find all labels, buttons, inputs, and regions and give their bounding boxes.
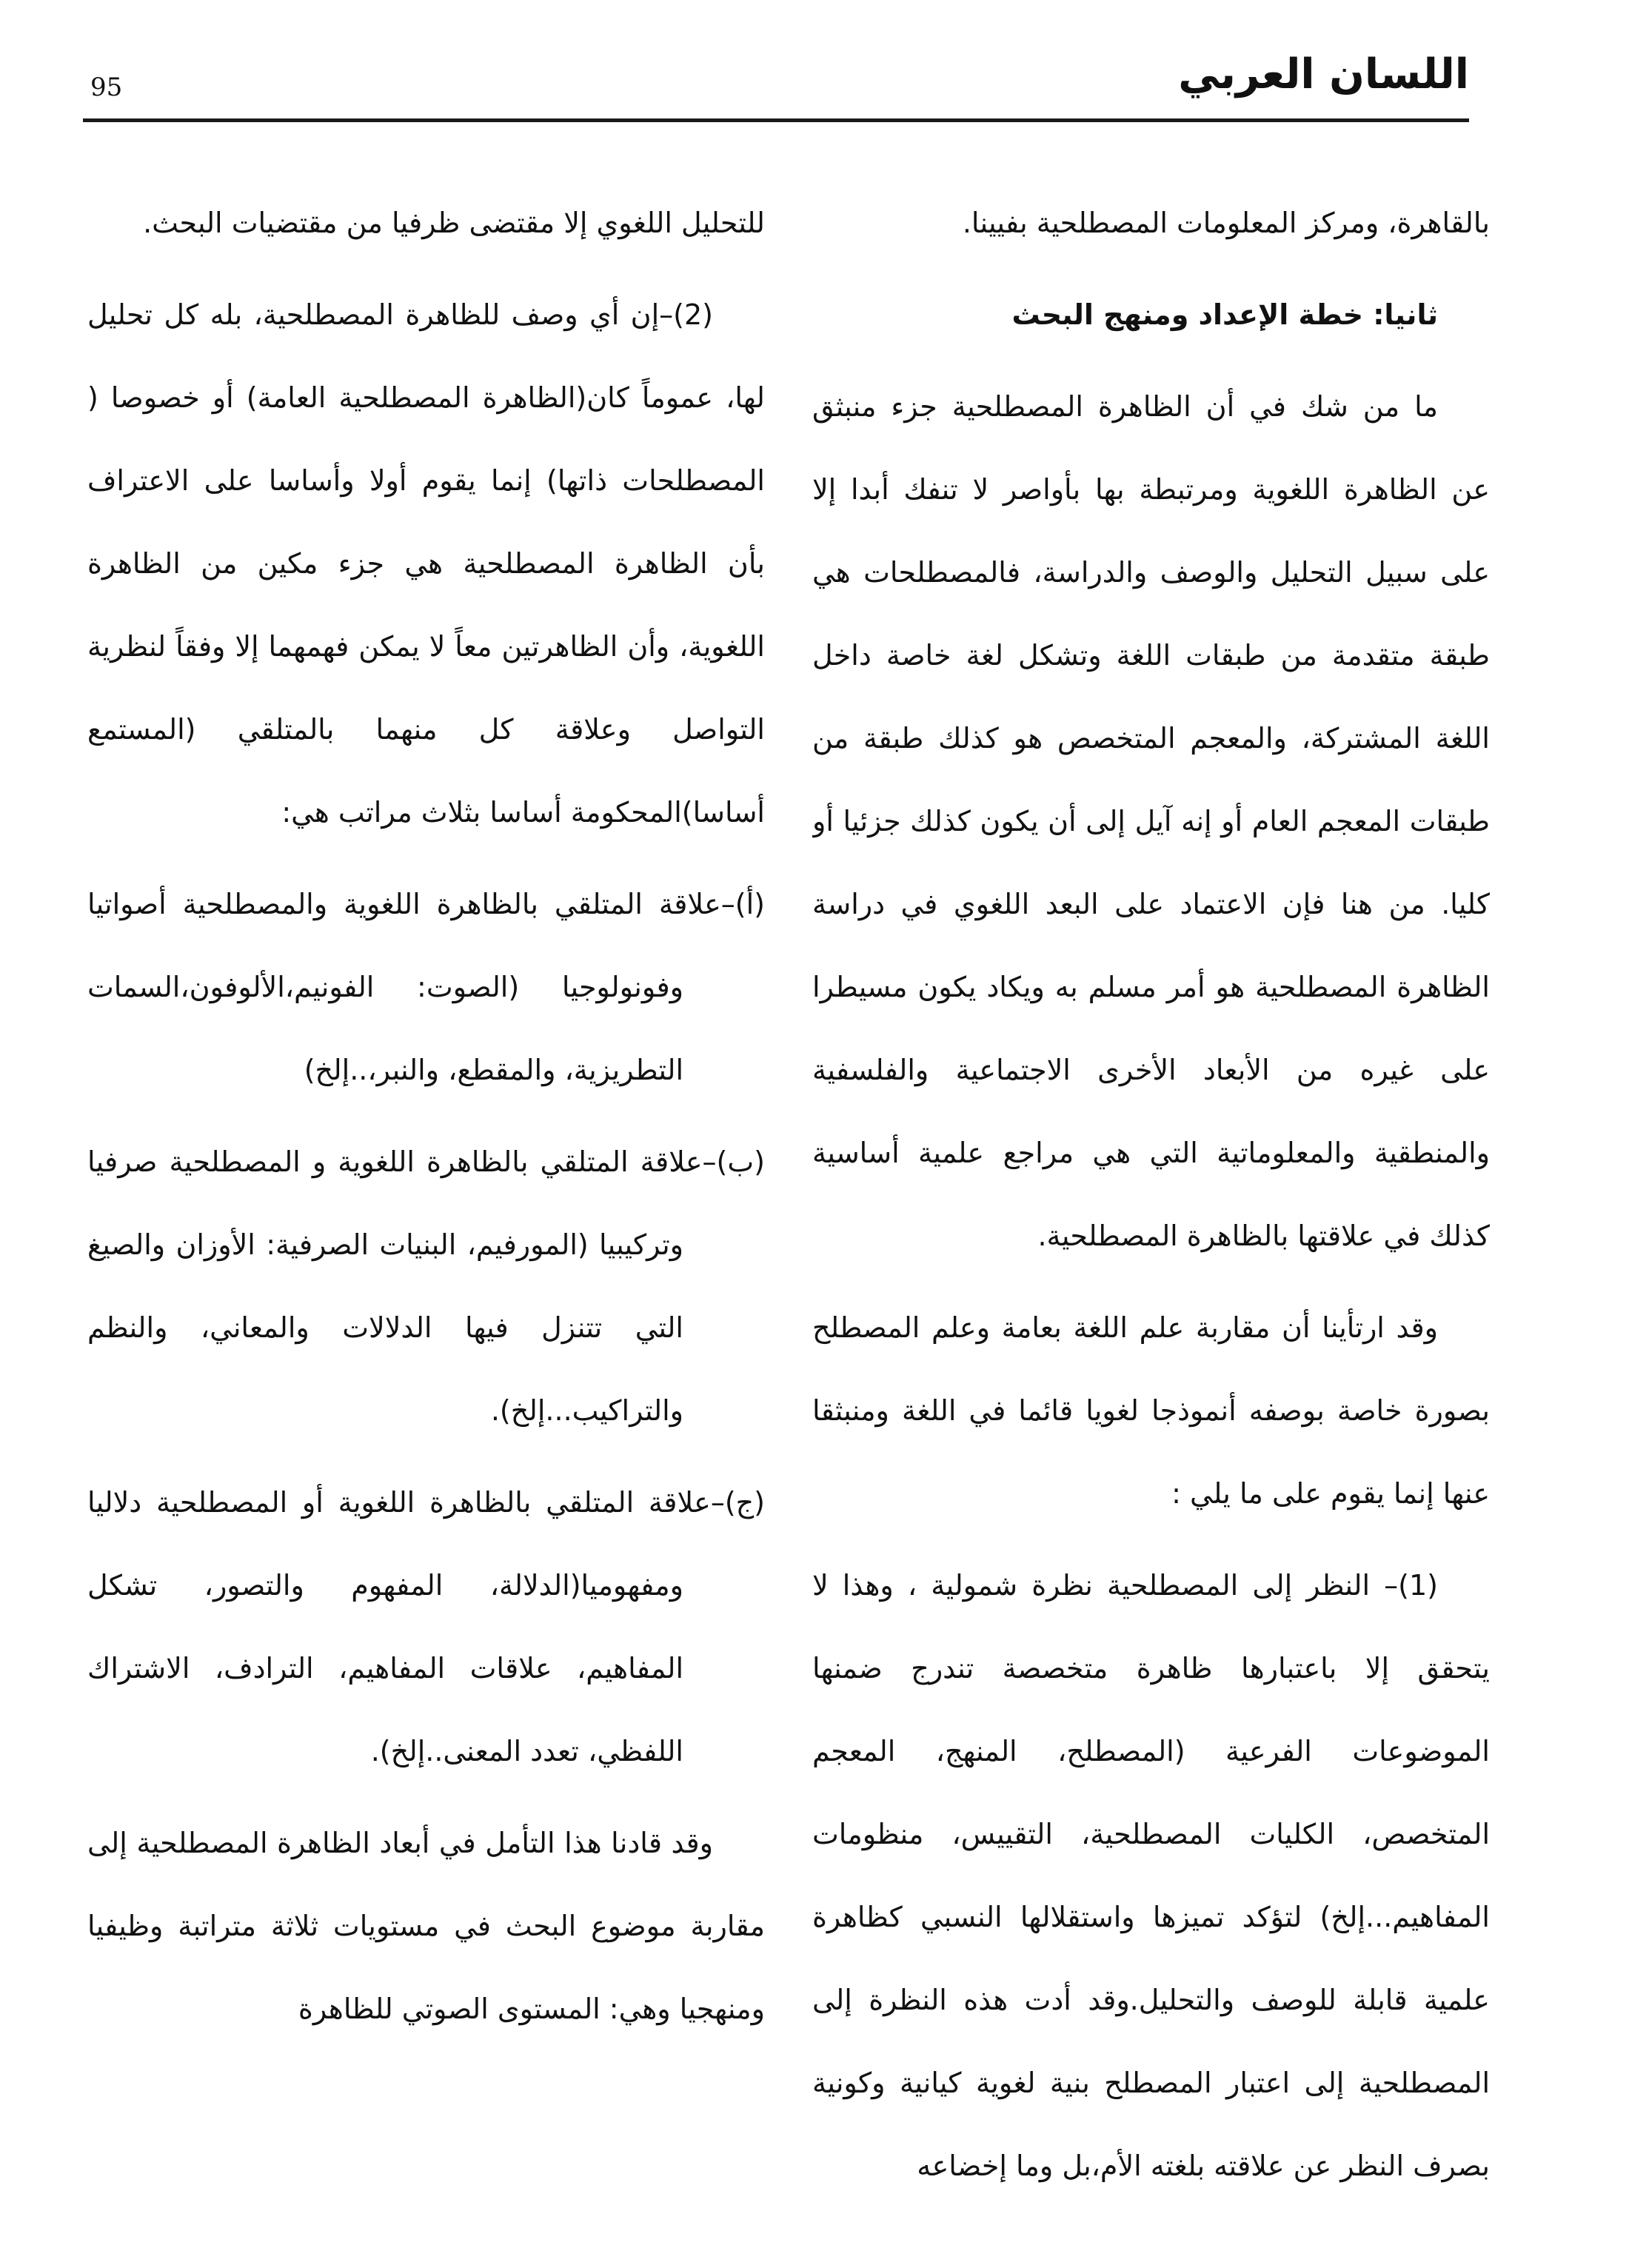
left-column: [87, 181, 765, 2240]
paragraph: للتحليل اللغوي إلا مقتضى ظرفيا من مقتضيات البحث.: [143, 207, 765, 239]
list-item: (ب)–علاقة المتلقي بالظاهرة اللغوية و المصطلحية صرفيا وتركيبيا (المورفيم، البنيات الصرفية: الأوزان والصيغ التي تتنزل فيها الدلالات والمعاني، والنظم والتراكيب...إلخ).: [87, 1145, 765, 1427]
list-item: (ج)–علاقة المتلقي بالظاهرة اللغوية أو المصطلحية دلاليا ومفهوميا(الدلالة، المفهوم والتصور، تشكل المفاهيم، علاقات المفاهيم، الترادف، الاشتراك اللفظي، تعدد المعنى..إلخ).: [87, 1486, 765, 1767]
header-divider: [83, 118, 1469, 122]
list-item: (1)– النظر إلى المصطلحية نظرة شمولية ، وهذا لا يتحقق إلا باعتبارها ظاهرة متخصصة تندرج ضمنها الموضوعات الفرعية (المصطلح، المنهج، المعجم المتخصص، الكليات المصطلحية، التقييس، منظومات المفاهيم...إلخ) لتؤكد تميزها واستقلالها النسبي كظاهرة علمية قابلة للوصف والتحليل.وقد أدت هذه النظرة إلى المصطلحية إلى اعتبار المصطلح بنية لغوية كيانية وكونية بصرف النظر عن علاقته بلغته الأم،بل وما إخضاعه: [812, 1569, 1490, 2182]
page-header: [83, 44, 1469, 127]
paragraph: وقد قادنا هذا التأمل في أبعاد الظاهرة المصطلحية إلى مقاربة موضوع البحث في مستويات ثلاثة متراتبة وظيفيا ومنهجيا وهي: المستوى الصوتي للظاهرة: [87, 1827, 765, 2025]
section-heading: ثانيا: خطة الإعداد ومنهج البحث: [1011, 298, 1438, 331]
list-item: (أ)–علاقة المتلقي بالظاهرة اللغوية والمصطلحية أصواتيا وفونولوجيا (الصوت: الفونيم،الألوفون،السمات التطريزية، والمقطع، والنبر،..إلخ): [87, 888, 765, 1086]
page-number: 95: [90, 73, 123, 102]
paragraph: بالقاهرة، ومركز المعلومات المصطلحية بفيينا.: [962, 207, 1490, 239]
right-column: [812, 181, 1490, 2240]
paragraph: ما من شك في أن الظاهرة المصطلحية جزء منبثق عن الظاهرة اللغوية ومرتبطة بها بأواصر لا تنفك أبدا إلا على سبيل التحليل والوصف والدراسة، فالمصطلحات هي طبقة متقدمة من طبقات اللغة وتشكل لغة خاصة داخل اللغة المشتركة، والمعجم المتخصص هو كذلك طبقة من طبقات المعجم العام أو إنه آيل إلى أن يكون كذلك جزئيا أو كليا. من هنا فإن الاعتماد على البعد اللغوي في دراسة الظاهرة المصطلحية هو أمر مسلم به ويكاد يكون مسيطرا على غيره من الأبعاد الأخرى الاجتماعية والفلسفية والمنطقية والمعلوماتية التي هي مراجع علمية أساسية كذلك في علاقتها بالظاهرة المصطلحية.: [812, 390, 1490, 1252]
journal-title: اللسان العربي: [1178, 50, 1469, 98]
list-item: (2)–إن أي وصف للظاهرة المصطلحية، بله كل تحليل لها، عموماً كان(الظاهرة المصطلحية العامة) أو خصوصا ( المصطلحات ذاتها) إنما يقوم أولا وأساسا على الاعتراف بأن الظاهرة المصطلحية هي جزء مكين من الظاهرة اللغوية، وأن الظاهرتين معاً لا يمكن فهمهما إلا وفقاً لنظرية التواصل وعلاقة كل منهما بالمتلقي (المستمع أساسا)المحكومة أساسا بثلاث مراتب هي:: [87, 298, 765, 829]
paragraph: وقد ارتأينا أن مقاربة علم اللغة بعامة وعلم المصطلح بصورة خاصة بوصفه أنموذجا لغويا قائما في اللغة ومنبثقا عنها إنما يقوم على ما يلي :: [812, 1311, 1490, 1510]
